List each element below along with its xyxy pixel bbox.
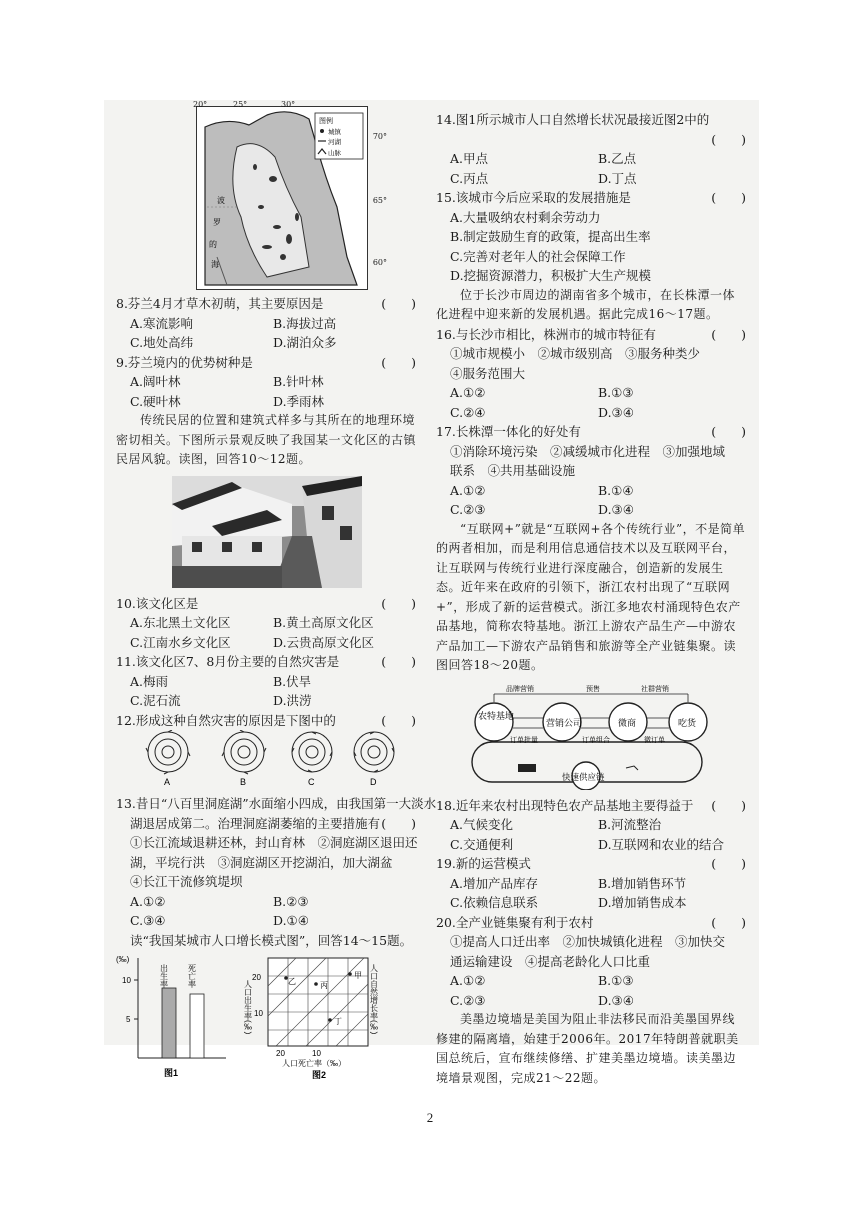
sea-label-2: 罗 (213, 218, 221, 227)
q15-option-b: B.制定鼓励生育的政策，提高出生率 (450, 229, 651, 244)
q13-items-3: ④长江干流修筑堤坝 (130, 874, 243, 889)
q13-items-1: ①长江流域退耕还林，封山育林 ②洞庭湖区退田还 (130, 835, 418, 850)
pressure-systems-svg (116, 730, 416, 788)
system-c (292, 732, 332, 772)
fig1-birth-bar (162, 988, 176, 1058)
q13-options-row2: C.③④ D.①④ (130, 913, 309, 928)
q20-items-2: 通运输建设 ④提高老龄化人口比重 (450, 953, 651, 969)
q15-option-a: A.大量吸纳农村剩余劳动力 (450, 209, 601, 225)
legend-item-town: 城镇 (328, 129, 341, 136)
fig2-point-jia: 甲 (354, 971, 362, 980)
q14-stem: 14.图1所示城市人口自然增长状况最接近图2中的 (436, 112, 710, 127)
ancient-town-photo (172, 476, 362, 588)
q14-paren-row: ( ) (711, 131, 746, 147)
q14-options-row1: A.甲点 B.乙点 (450, 151, 637, 166)
q10-options-row2: C.江南水乡文化区 D.云贵高原文化区 (130, 634, 375, 650)
q16-options-row2: C.②④ D.③④ (450, 404, 634, 420)
system-a (146, 730, 190, 774)
intro-14-15: 读“我国某城市人口增长模式图”，回答14～15题。 (130, 932, 413, 948)
lat-label-65: 65° (372, 196, 387, 205)
fig2-point-yi: 乙 (288, 977, 296, 986)
supply-chain-svg (436, 682, 746, 790)
legend-item-mountain: 山脉 (328, 150, 341, 157)
fig2-xtick-10: 10 (312, 1049, 321, 1058)
lon-label-30: 30° (281, 100, 296, 109)
population-figures (116, 950, 416, 1080)
q11-stem: 11.该文化区7、8月份主要的自然灾害是 ( ) (116, 654, 416, 669)
q13-options-row1: A.①② B.②③ (130, 893, 309, 909)
supply-chain-diagram (436, 682, 746, 790)
q11-options-row2: C.泥石流 D.洪涝 (130, 693, 312, 708)
pressure-systems-figure (116, 730, 416, 788)
flow-label-presale: 预售 (586, 685, 600, 693)
legend-title: 图例 (319, 118, 333, 125)
q19-options-row2: C.依赖信息联系 D.增加销售成本 (450, 895, 687, 910)
q17-options-row2: C.②③ D.③④ (450, 502, 634, 517)
fig2-point-bing: 丙 (320, 981, 328, 990)
q8-stem: 8.芬兰4月才草木初萌，其主要原因是 ( ) (116, 296, 416, 311)
q9-stem: 9.芬兰境内的优势树种是 ( ) (116, 354, 416, 370)
q14-options-row2: C.丙点 D.丁点 (450, 170, 637, 186)
label-c: C (308, 777, 315, 787)
q16-items-2: ④服务范围大 (450, 365, 526, 381)
legend-item-river: 河湖 (328, 139, 341, 146)
page-number: 2 (426, 1110, 434, 1125)
q20-options-row2: C.②③ D.③④ (450, 992, 634, 1008)
q19-options-row1: A.增加产品库存 B.增加销售环节 (450, 875, 687, 891)
lon-label-20: 20° (193, 100, 208, 109)
right-column (436, 110, 746, 1088)
q9-options-row2: C.硬叶林 D.季雨林 (130, 393, 325, 409)
finland-map (193, 100, 387, 290)
q19-stem: 19.新的运营模式 ( ) (436, 856, 746, 871)
q20-items-1: ①提高人口迁出率 ②加快城镇化进程 ③加快交 (450, 934, 726, 949)
fig2-ytick-20: 20 (252, 973, 261, 982)
sea-label-4: 海 (211, 260, 219, 269)
q8-options-row1: A.寒流影响 B.海拔过高 (130, 315, 337, 331)
fig1-tick-5: 5 (126, 1015, 131, 1024)
fig1-birth-label: 出生率 (159, 964, 169, 988)
q10-stem: 10.该文化区是 ( ) (116, 595, 416, 611)
fig1-unit: (‰) (116, 955, 130, 964)
q15-option-c: C.完善对老年人的社会保障工作 (450, 248, 626, 264)
node-supply-label: 快速供应链 (562, 771, 605, 782)
q9-options-row1: A.阔叶林 B.针叶林 (130, 374, 324, 389)
q12-stem: 12.形成这种自然灾害的原因是下图中的 ( ) (116, 712, 416, 728)
flow-label-micro: 微订单 (644, 736, 665, 744)
label-b: B (240, 777, 247, 787)
fig1-death-bar (190, 994, 204, 1058)
system-b (222, 730, 266, 774)
q17-items-1: ①消除环境污染 ②减缓城市化进程 ③加强地域 (450, 443, 726, 459)
fig2-point-ding: 丁 (334, 1017, 342, 1026)
truck-icon (518, 764, 536, 772)
flow-label-batch: 订单批量 (510, 736, 538, 744)
fig2 (244, 958, 379, 1080)
node-consumer-label: 吃货 (678, 717, 697, 728)
intro-10-12: 传统民居的位置和建筑式样多与其所在的地理环境密切相关。下图所示景观反映了我国某一文化区的古镇民居风貌。读图，回答10～12题。 (116, 413, 417, 466)
q10-options-row1: A.东北黑土文化区 B.黄土高原文化区 (130, 615, 374, 630)
flow-label-combo: 订单组合 (582, 736, 610, 744)
q15-option-d: D.挖掘资源潜力，积极扩大生产规模 (450, 268, 652, 283)
q20-stem: 20.全产业链集聚有利于农村 ( ) (436, 914, 746, 930)
left-column (116, 100, 437, 1080)
q13-stem-2: 湖退居成第二。治理洞庭湖萎缩的主要措施有 ( ) (130, 815, 416, 831)
q16-stem: 16.与长沙市相比，株洲市的城市特征有 ( ) (436, 326, 746, 342)
sea-label-3: 的 (209, 240, 217, 249)
fig2-caption: 图2 (312, 1070, 327, 1080)
node-base (475, 703, 513, 741)
q13-items-2: 湖，平垸行洪 ③洞庭湖区开挖湖泊，加大湖盆 (130, 854, 393, 870)
q16-items-1: ①城市规模小 ②城市级别高 ③服务种类少 (450, 346, 701, 361)
node-base-label: 农特基地 (478, 710, 515, 721)
node-marketing-label: 营销公司 (546, 717, 583, 728)
q17-stem: 17.长株潭一体化的好处有 ( ) (436, 424, 746, 439)
node-wechat-label: 微商 (618, 717, 637, 728)
label-d: D (370, 777, 377, 787)
q17-options-row1: A.①② B.①④ (450, 482, 634, 498)
fig2-xlabel: 人口死亡率（‰） (282, 1059, 346, 1068)
q17-items-2: 联系 ④共用基础设施 (450, 463, 576, 478)
lat-label-70: 70° (372, 132, 387, 141)
intro-21-22: 美墨边境墙是美国为阻止非法移民而沿美墨国界线修建的隔离墙，始建于2006年。2017年特朗普就职美国总统后，宣布继续修缮、扩建美墨边境墙。读美墨边境墙景观图，完成21～22题。 (436, 1012, 739, 1085)
bike-icon (626, 766, 638, 770)
q11-options-row1: A.梅雨 B.伏旱 (130, 673, 312, 689)
ancient-town-photo-svg (172, 476, 362, 588)
q16-options-row1: A.①② B.①③ (450, 385, 634, 400)
fig1-tick-10: 10 (122, 976, 131, 985)
q8-options-row2: C.地处高纬 D.湖泊众多 (130, 335, 337, 350)
lon-label-25: 25° (233, 100, 248, 109)
lat-label-60: 60° (372, 258, 387, 267)
intro-16-17: 位于长沙市周边的湖南省多个城市，在长株潭一体化进程中迎来新的发展机遇。据此完成16～17题。 (436, 287, 736, 321)
fig2-xtick-20: 20 (276, 1049, 285, 1058)
q18-options-row1: A.气候变化 B.河流整治 (450, 817, 662, 832)
q18-stem: 18.近年来农村出现特色农产品基地主要得益于 ( ) (436, 797, 746, 813)
fig1-caption: 图1 (164, 1068, 179, 1078)
fig1-death-label: 死亡率 (187, 964, 197, 988)
fig2-rlabel: 人口自然增长率(‰) (369, 964, 379, 1035)
q13-stem-1: 13.昔日“八百里洞庭湖”水面缩小四成，由我国第一大淡水 (116, 796, 437, 811)
finland-map-svg (197, 107, 367, 289)
fig2-ylabel: 人口出生率(‰) (243, 980, 253, 1035)
flow-label-brand: 品牌营销 (506, 685, 534, 693)
label-a: A (164, 777, 171, 787)
fig2-ytick-10: 10 (254, 1009, 263, 1018)
q18-options-row2: C.交通便利 D.互联网和农业的结合 (450, 836, 725, 852)
intro-18-20: “互联网+”就是“互联网+各个传统行业”，不是简单的两者相加，而是利用信息通信技术以及互联网平台，让互联网与传统行业进行深度融合，创造新的发展生态。近年来在政府的引领下，浙江农村出现了“互联网+”，形成了新的运营模式。浙江多地农村涌现特色农产品基地，简称农特基地。浙江上游农产品生产—中游农产品加工—下游农产品销售和旅游等全产业链集聚。读图回答18～20题。 (436, 521, 746, 672)
fig1 (116, 955, 226, 1078)
system-d (354, 732, 394, 772)
population-figures-svg (116, 950, 416, 1080)
q15-stem: 15.该城市今后应采取的发展措施是 ( ) (436, 190, 746, 205)
flow-label-community: 社群营销 (641, 685, 669, 693)
q20-options-row1: A.①② B.①③ (450, 973, 634, 988)
sea-label-1: 波 (217, 196, 225, 205)
